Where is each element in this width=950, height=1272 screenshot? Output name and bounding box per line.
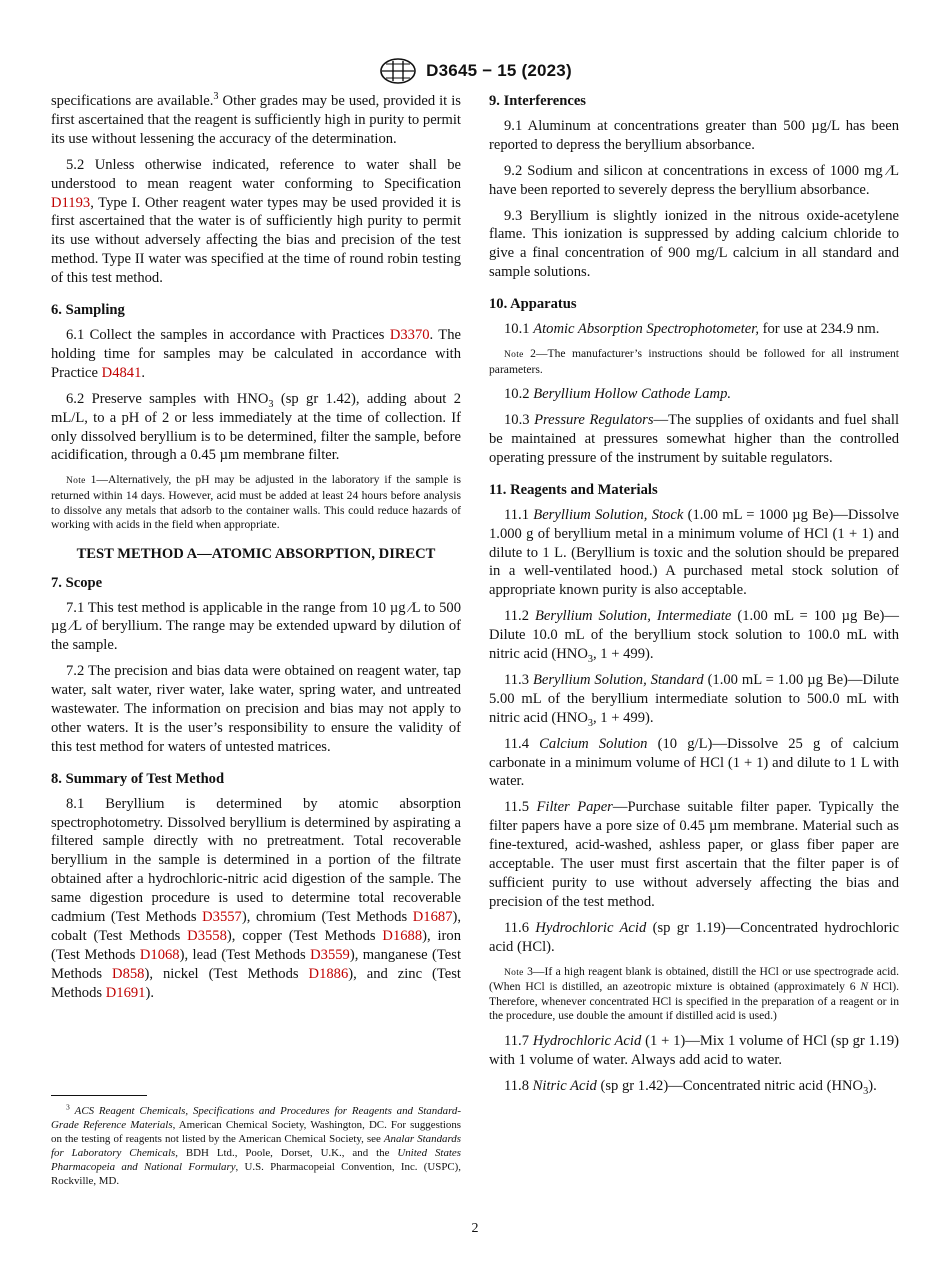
link-d3557[interactable]: D3557 [202,909,242,926]
left-column [51,92,461,1010]
link-d1687[interactable]: D1687 [412,909,453,926]
section-heading-reagents: 11. Reagents and Materials [489,481,658,498]
paragraph-8-1: 8.1 Beryllium is determined by atomic absorption spectrophotometry. Dissolved beryllium is determined by aspirating a filtered sample directly with no pretreatment. Total recoverable beryllium in the sample is determined in a portion of the filtrate obtained after a hydrochloric-nitric acid digestion of the sample. The same digestion procedure is used to determine total recoverable cadmium (Test Methods D3557), chromium (Test Methods D1687), cobalt (Test Methods D3558), copper (Test Methods D1688), iron (Test Methods D1068), lead (Test Methods D3559), manganese (Test Methods D858), nickel (Test Methods D1886), and zinc (Test Methods D1691). [51,795,462,1001]
section-heading-summary: 8. Summary of Test Method [51,770,225,787]
footnote-ref[interactable]: 3 [213,91,219,103]
paragraph-9-3: 9.3 Beryllium is slightly ionized in the nitrous oxide-acetylene flame. This ionization is suppressed by adding calcium chloride to give a final concentration of 900 mg/L calcium in all standard and sample solutions. [489,207,899,281]
test-method-a-heading: TEST METHOD A—ATOMIC ABSORPTION, DIRECT [76,545,436,562]
link-d1688[interactable]: D1688 [382,928,423,944]
paragraph-6-2: 6.2 Preserve samples with $HNO_3$ (sp gr 1.42), adding about 2 mL/L, to a pH of 2 or less immediately at the time of collection. If only dissolved beryllium is to be determined, filter the sample, before acidification, through a 0.45 µm membrane filter. [51,390,461,464]
document-designation: D3645 − 15 (2023) [426,61,572,80]
paragraph-9-2: 9.2 Sodium and silicon at concentrations in excess of 1000 mg ⁄L have been reported to severely depress the beryllium absorbance. [489,162,899,198]
paragraph-5-1-cont: specifications are available.$^3$ Other grades may be used, provided it is first ascertained that the reagent is sufficiently high in purity to permit its use without lessening the accuracy of the determination. [51,91,461,147]
paragraph-11-8: 11.8 Nitric Acid (sp gr 1.42)—Concentrated nitric acid $(HNO_3)$. [504,1077,877,1097]
footnote-3: $^3$ ACS Reagent Chemicals, Specifications and Procedures for Reagents and Standard-Grade Reference Materials, American Chemical Society, Washington, DC. For suggestions on the testing of reagents not listed by the American Chemical Society, see Analar Standards for Laboratory Chemicals, BDH Ltd., Poole, Dorset, U.K., and the United States Pharmacopeia and National Formulary, U.S. Pharmacopeial Convention, Inc. (USPC), Rockville, MD. [51,1102,462,1187]
link-d3558[interactable]: D3558 [187,928,227,944]
link-d1886[interactable]: D1886 [308,965,349,982]
link-d1193[interactable]: D1193 [51,194,91,211]
page-header [0,56,950,86]
note-1: Note 1—Alternatively, the pH may be adjusted in the laboratory if the sample is returned within 14 days. However, acid must be added at least 24 hours before analysis to dissolve any metals that adsorb to the container walls. This could reduce hazards of working with acids in the field when appropriate. [51,473,461,532]
paragraph-10-1: 10.1 Atomic Absorption Spectrophotometer, for use at 234.9 nm. [504,321,880,338]
paragraph-7-1: 7.1 This test method is applicable in the range from 10 µg ⁄L to 500 µg ⁄L of beryllium. The range may be extended upward by dilution of the sample. [51,599,461,654]
paragraph-11-7: 11.7 Hydrochloric Acid (1 + 1)—Mix 1 volume of HCl (sp gr 1.19) with 1 volume of water. Always add acid to water. [489,1033,899,1068]
paragraph-11-2: 11.2 Beryllium Solution, Intermediate (1.00 mL = 100 µg Be)—Dilute 10.0 mL of the beryllium stock solution to 100.0 mL with nitric acid ($HNO_3$, 1 + 499). [489,608,899,665]
paragraph-6-1: 6.1 Collect the samples in accordance with Practices D3370. The holding time for samples may be calculated in accordance with Practice D4841. [51,326,461,381]
link-d3370[interactable]: D3370 [389,326,430,343]
section-heading-scope: 7. Scope [51,574,103,591]
section-heading-sampling: 6. Sampling [51,302,125,319]
link-d858[interactable]: D858 [112,965,145,982]
link-d1691[interactable]: D1691 [105,984,146,1001]
footnote-divider [51,1095,147,1096]
paragraph-11-4: 11.4 Calcium Solution (10 g/L)—Dissolve 25 g of calcium carbonate in a minimum volume of HCl (1 + 1) and dilute to 1 L with water. [489,735,899,790]
right-column [489,92,899,1103]
paragraph-10-2: 10.2 Beryllium Hollow Cathode Lamp. [504,386,732,403]
paragraph-5-2: 5.2 Unless otherwise indicated, reference to water shall be understood to mean reagent water conforming to Specification D1193, Type I. Other reagent water types may be used provided it is first ascertained that the water is of sufficiently high purity to permit its use without adversely affecting the bias and precision of the test method. Type II water was specified at the time of round robin testing of this test method. [51,156,461,287]
paragraph-11-6: 11.6 Hydrochloric Acid (sp gr 1.19)—Concentrated hydrochloric acid (HCl). [489,919,899,955]
paragraph-11-1: 11.1 Beryllium Solution, Stock (1.00 mL = 1000 µg Be)—Dissolve 1.000 g of beryllium metal in a minimum volume of HCl (1 + 1) and dilute to 1 L. (Beryllium is toxic and the solution should be prepared in a well-ventilated hood.) A purchased metal stock solution of appropriate known purity is also acceptable. [489,506,899,599]
note-2: Note 2—The manufacturer’s instructions should be followed for all instrument parameters. [489,346,899,376]
astm-logo-icon [378,58,418,84]
link-d3559[interactable]: D3559 [310,946,350,963]
paragraph-10-3: 10.3 Pressure Regulators—The supplies of oxidants and fuel shall be maintained at pressures somewhat higher than the controlled operating pressure of the instrument by suitable regulators. [489,412,899,466]
paragraph-11-5: 11.5 Filter Paper—Purchase suitable filter paper. Typically the filter papers have a pore size of 0.45 µm membrane. Material such as fine-textured, acid-washed, ashless paper, or glass fiber paper are acceptable. The user must first ascertain that the filter paper is of sufficient purity to use without adversely affecting the bias and precision of the test method. [489,799,899,910]
paragraph-11-3: 11.3 Beryllium Solution, Standard (1.00 mL = 1.00 µg Be)—Dilute 5.00 mL of the beryllium intermediate solution to 500.0 mL with nitric acid ($HNO_3$, 1 + 499). [489,671,899,729]
page-number: 2 [471,1221,479,1236]
link-d4841[interactable]: D4841 [101,364,142,381]
paragraph-7-2: 7.2 The precision and bias data were obtained on reagent water, tap water, salt water, river water, lake water, spring water, and untreated wastewater. The information on precision and bias may not apply to other waters. It is the user’s responsibility to ensure the validity of this test method for waters of untested matrices. [51,663,461,755]
section-heading-apparatus: 10. Apparatus [489,296,577,313]
note-3: Note 3—If a high reagent blank is obtained, distill the HCl or use spectrograde acid. (When HCl is distilled, an azeotropic mixture is obtained (approximately 6 N HCl). Therefore, whenever concentrated HCl is specified in the preparation of a reagent or in the procedure, use double the amount if distilled acid is used.) [489,964,899,1023]
paragraph-9-1: 9.1 Aluminum at concentrations greater than 500 µg/L has been reported to depress the beryllium absorbance. [489,117,899,153]
link-d1068[interactable]: D1068 [139,946,180,963]
section-heading-interferences: 9. Interferences [489,93,586,109]
